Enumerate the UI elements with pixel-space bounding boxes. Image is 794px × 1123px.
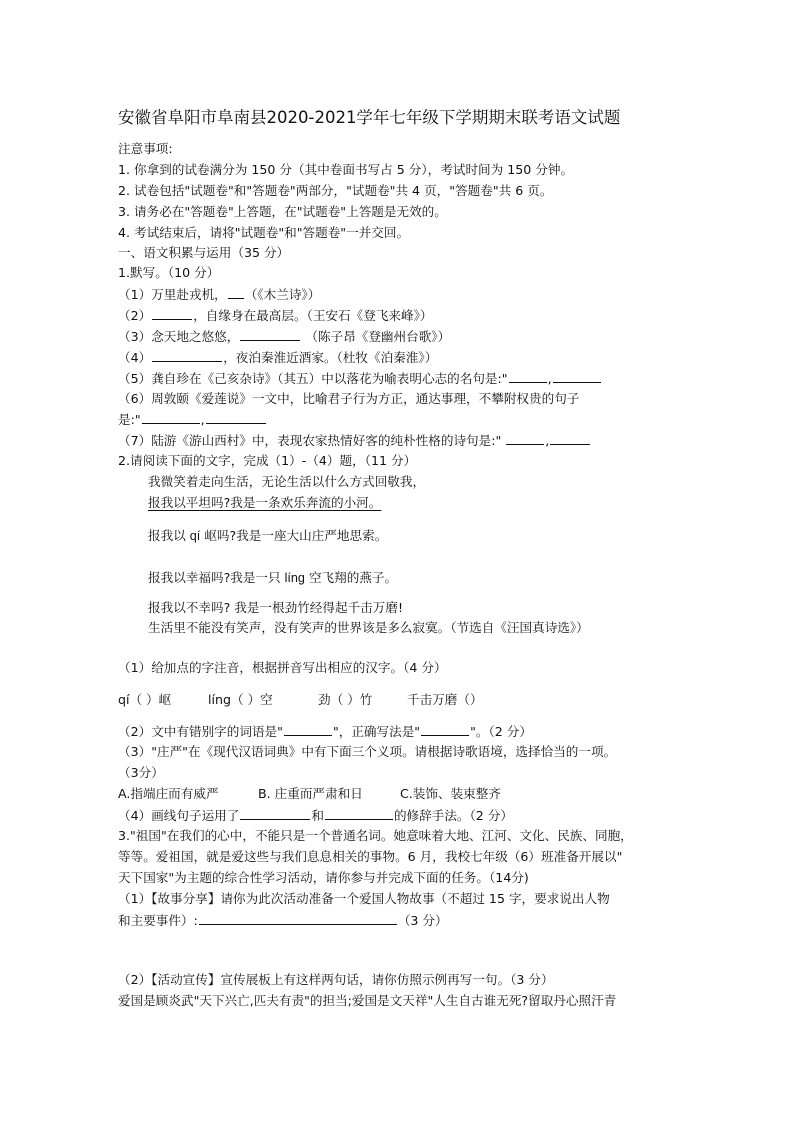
item-qianji: 千击万磨（）: [407, 692, 483, 707]
answer-blank[interactable]: [325, 807, 393, 820]
q2-sub-4-end: 的修辞手法。（2 分）: [393, 808, 514, 823]
q1-line-7-comma: ,: [545, 433, 550, 448]
q2-sub-1: （1）给加点的字注音，根据拼音写出相应的汉字。（4 分）: [118, 660, 447, 675]
q1-line-7: [118, 432, 591, 449]
q1-line-3: [118, 328, 450, 345]
poem-line-3-start: 报我以: [148, 528, 190, 543]
q1-line-3-start: （3）念天地之悠悠，: [118, 329, 240, 344]
q1-line-6-start: 是:": [118, 412, 141, 427]
q3-sub-1-start: 和主要事件）:: [118, 913, 198, 928]
poem-line-1: 我微笑着走向生活，无论生活以什么方式回敬我，: [148, 474, 426, 489]
answer-blank[interactable]: [228, 286, 244, 299]
answer-blank[interactable]: [152, 349, 222, 362]
q2-heading: 2.请阅读下面的文字，完成（1）-（4）题，（11 分）: [118, 453, 417, 468]
answer-blank[interactable]: [199, 912, 397, 925]
answer-blank[interactable]: [206, 411, 266, 424]
poem-line-4-end: 空飞翔的燕子。: [304, 570, 398, 585]
q1-line-3-end: （陈子昂《登幽州台歌》）: [301, 329, 451, 344]
q2-sub-2: [118, 723, 532, 740]
q1-line-2-start: （2）: [118, 308, 152, 323]
poem-line-2-underlined: 报我以平坦吗?我是一条欢乐奔流的小河。: [148, 495, 382, 510]
notice-item-3: 3. 请务必在"答题卷"上答题，在"试题卷"上答题是无效的。: [118, 204, 447, 219]
q1-line-1-end: （《木兰诗》）: [244, 287, 321, 302]
q1-line-6-cont: [118, 411, 267, 428]
poem-line-4-start: 报我以幸福吗?我是一只: [148, 570, 285, 585]
q2-sub-4: [118, 807, 513, 824]
q3-heading: 3."祖国"在我们的心中，不能只是一个普通名词。她意味着大地、江河、文化、民族、同胞，: [118, 828, 633, 843]
q1-line-6: （6）周敦颐《爱莲说》一文中，比喻君子行为方正，通达事理，不攀附权贵的句子: [118, 391, 580, 406]
answer-blank[interactable]: [421, 723, 469, 736]
q3-sub-1-score: （3 分）: [397, 913, 448, 928]
q1-line-5: [118, 370, 602, 387]
notice-item-2: 2. 试卷包括"试题卷"和"答题卷"两部分，"试题卷"共 4 页，"答题卷"共 6 页。: [118, 183, 553, 198]
q1-heading: 1.默写。（10 分）: [118, 265, 220, 280]
option-c: C.装饰、装束整齐: [400, 786, 501, 801]
answer-blank[interactable]: [553, 370, 601, 383]
option-a: A.指端庄而有威严: [118, 786, 219, 801]
section-heading: 一、语文积累与运用（35 分）: [118, 245, 290, 260]
poem-line-5: 报我以不幸吗? 我是一根劲竹经得起千击万磨!: [148, 600, 404, 615]
answer-blank[interactable]: [550, 432, 590, 445]
q3-sub-1: （1）【故事分享】请你为此次活动准备一个爱国人物故事（不超过 15 字，要求说出人物: [118, 891, 610, 906]
option-b: B. 庄重而严肃和日: [258, 786, 363, 801]
item-jin: 劲（ ）竹: [318, 692, 373, 707]
answer-blank[interactable]: [506, 432, 544, 445]
q1-line-5-start: （5）龚自珍在《己亥杂诗》（其五）中以落花为喻表明心志的名句是:": [118, 371, 508, 386]
pinyin-qi: qí: [189, 529, 201, 543]
answer-blank[interactable]: [240, 328, 300, 341]
q1-line-2: [118, 307, 432, 324]
q2-sub-4-start: （4）画线句子运用了: [118, 808, 240, 823]
q1-line-7-start: （7）陆游《游山西村》中，表现农家热情好客的纯朴性格的诗句是:": [118, 433, 506, 448]
q3-line-3: 天下国家"为主题的综合性学习活动，请你参与并完成下面的任务。（14分): [118, 870, 529, 885]
q2-sub-2-mid: "，正确写法是": [332, 724, 421, 739]
q1-line-1-start: （1）万里赴戎机，: [118, 287, 227, 302]
q2-sub-2-start: （2）文中有错别字的词语是": [118, 724, 283, 739]
notice-item-1: 1. 你拿到的试卷满分为 150 分（其中卷面书写占 5 分），考试时间为 150 分钟。: [118, 162, 574, 177]
notice-item-4: 4. 考试结束后，请将"试题卷"和"答题卷"一并交回。: [118, 225, 410, 240]
q1-line-6-comma: ,: [200, 412, 205, 427]
q2-sub-3-score: （3分）: [118, 765, 164, 780]
q2-sub-4-mid: 和: [311, 808, 324, 823]
poem-line-3: [148, 528, 387, 544]
q1-line-5-comma: ,: [547, 371, 552, 386]
q1-line-4-end: ，夜泊秦淮近酒家。（杜牧《泊秦淮》）: [223, 350, 438, 365]
q1-line-2-end: ，自缘身在最高层。（王安石《登飞来峰》）: [193, 308, 433, 323]
q2-sub-3: （3）"庄严"在《现代汉语词典》中有下面三个义项。请根据诗歌语境，选择恰当的一项。: [118, 744, 617, 759]
pinyin-ling: líng: [284, 571, 305, 585]
answer-blank[interactable]: [152, 307, 192, 320]
q1-line-1: [118, 286, 320, 303]
item-qi: qí（ ）岖: [118, 692, 172, 707]
q1-line-4-start: （4）: [118, 350, 152, 365]
answer-blank[interactable]: [142, 411, 200, 424]
q2-sub-2-end: "。（2 分）: [470, 724, 532, 739]
q3-line-2: 等等。爱祖国，就是爱这些与我们息息相关的事物。6 月，我校七年级（6）班准备开展以": [118, 849, 623, 864]
notice-heading: 注意事项:: [118, 141, 173, 156]
item-ling: líng（ ）空: [208, 692, 273, 707]
poem-line-3-end: 岖吗?我是一座大山庄严地思索。: [200, 528, 388, 543]
answer-blank[interactable]: [509, 370, 547, 383]
answer-blank[interactable]: [240, 807, 310, 820]
poem-line-4: [148, 570, 397, 586]
q3-sub-1-cont: [118, 912, 448, 929]
q1-line-4: [118, 349, 437, 366]
poem-line-6: 生活里不能没有笑声，没有笑声的世界该是多么寂寞。（节选自《汪国真诗选》）: [148, 620, 589, 635]
q3-sub-2: （2）【活动宣传】宣传展板上有这样两句话，请你仿照示例再写一句。（3 分）: [118, 972, 554, 987]
q3-sub-2-example: 爱国是顾炎武"天下兴亡,匹夫有责"的担当;爱国是文天祥"人生自古谁无死?留取丹心照汗青: [118, 993, 617, 1008]
page-title: 安徽省阜阳市阜南县2020-2021学年七年级下学期期末联考语文试题: [118, 108, 621, 127]
answer-blank[interactable]: [284, 723, 332, 736]
